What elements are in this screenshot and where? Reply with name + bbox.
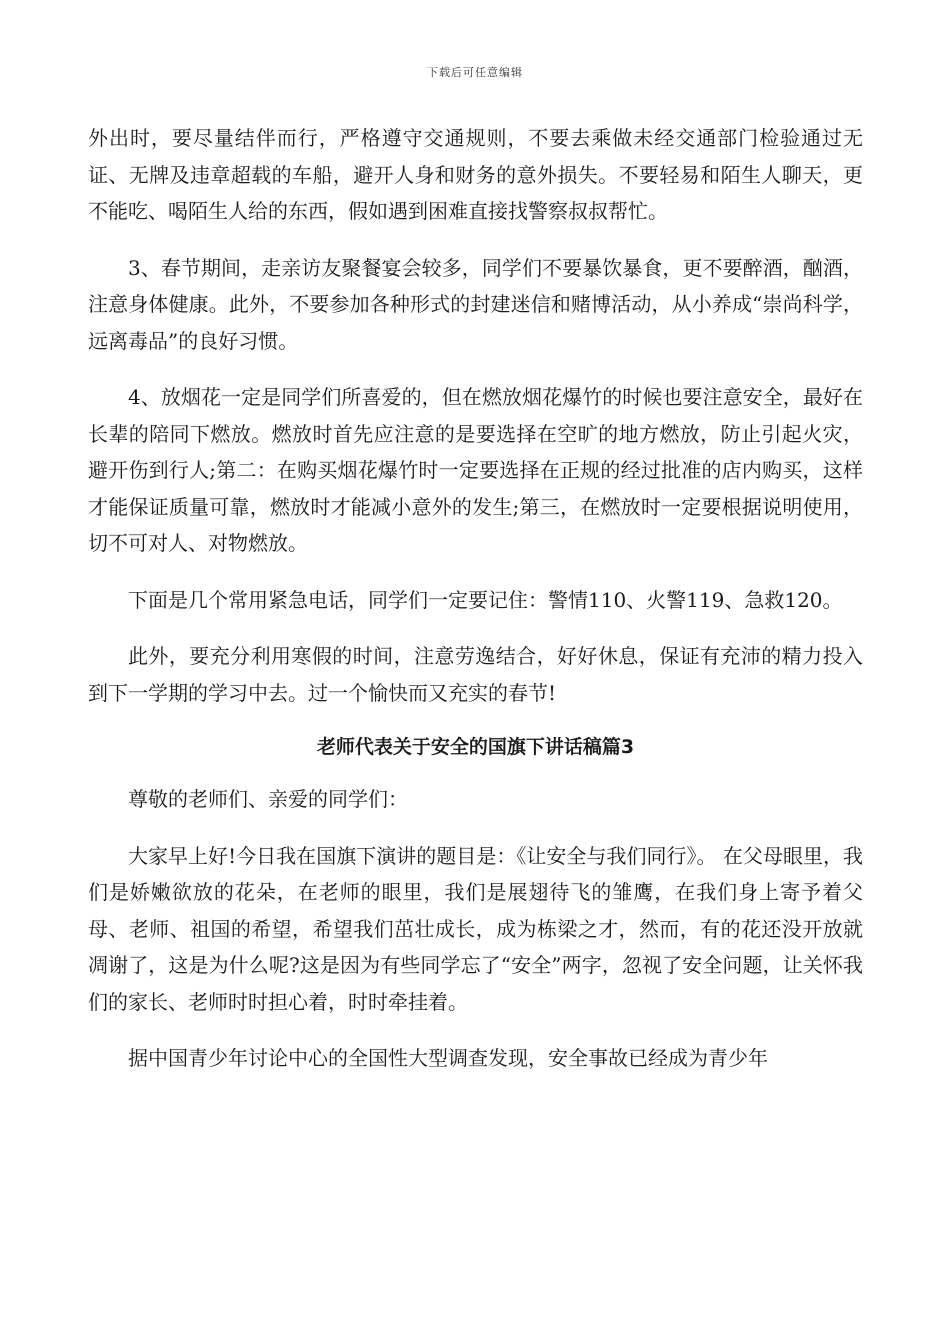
paragraph-speech-intro: 大家早上好!今日我在国旗下演讲的题目是：《让安全与我们同行》。 在父母眼里，我们是娇嫩欲放的花朵，在老师的眼里，我们是展翅待飞的雏鹰，在我们身上寄予着父母、老师、祖国的希望，希望我们茁壮成长，成为栋梁之才，然而，有的花还没开放就凋谢了，这是为什么呢?这是因为有些同学忘了“安全”两字，忽视了安全问题，让关怀我们的家长、老师时时担心着，时时牵挂着。 bbox=[88, 843, 863, 1014]
document-body bbox=[88, 120, 863, 1097]
paragraph-greeting: 尊敬的老师们、亲爱的同学们： bbox=[128, 787, 408, 811]
paragraph-survey: 据中国青少年讨论中心的全国性大型调查发现，安全事故已经成为青少年 bbox=[128, 1046, 768, 1070]
paragraph-winter-break: 此外，要充分利用寒假的时间，注意劳逸结合，好好休息，保证有充沛的精力投入到下一学期的学习中去。过一个愉快而又充实的春节! bbox=[88, 644, 863, 705]
paragraph-emergency-numbers: 下面是几个常用紧急电话，同学们一定要记住：警情110、火警119、急救120。 bbox=[128, 587, 843, 612]
paragraph-fireworks: 4、放烟花一定是同学们所喜爱的，但在燃放烟花爆竹的时候也要注意安全，最好在长辈的陪同下燃放。燃放时首先应注意的是要选择在空旷的地方燃放，防止引起火灾，避开伤到行人;第二：在购买烟花爆竹时一定要选择在正规的经过批准的店内购买，这样才能保证质量可靠，燃放时才能减小意外的发生;第三，在燃放时一定要根据说明使用，切不可对人、对物燃放。 bbox=[88, 385, 863, 555]
page-header: 下载后可任意编辑 bbox=[427, 66, 523, 79]
paragraph-travel-safety: 外出时，要尽量结伴而行，严格遵守交通规则，不要去乘做未经交通部门检验通过无证、无牌及违章超载的车船，避开人身和财务的意外损失。不要轻易和陌生人聊天，更不能吃、喝陌生人给的东西，假如遇到困难直接找警察叔叔帮忙。 bbox=[88, 126, 863, 223]
section-title: 老师代表关于安全的国旗下讲话稿篇3 bbox=[316, 736, 635, 758]
paragraph-festival-health: 3、春节期间，走亲访友聚餐宴会较多，同学们不要暴饮暴食，更不要醉酒，酗酒，注意身体健康。此外，不要参加各种形式的封建迷信和赌博活动，从小养成“崇尚科学，远离毒品”的良好习惯。 bbox=[88, 255, 863, 353]
